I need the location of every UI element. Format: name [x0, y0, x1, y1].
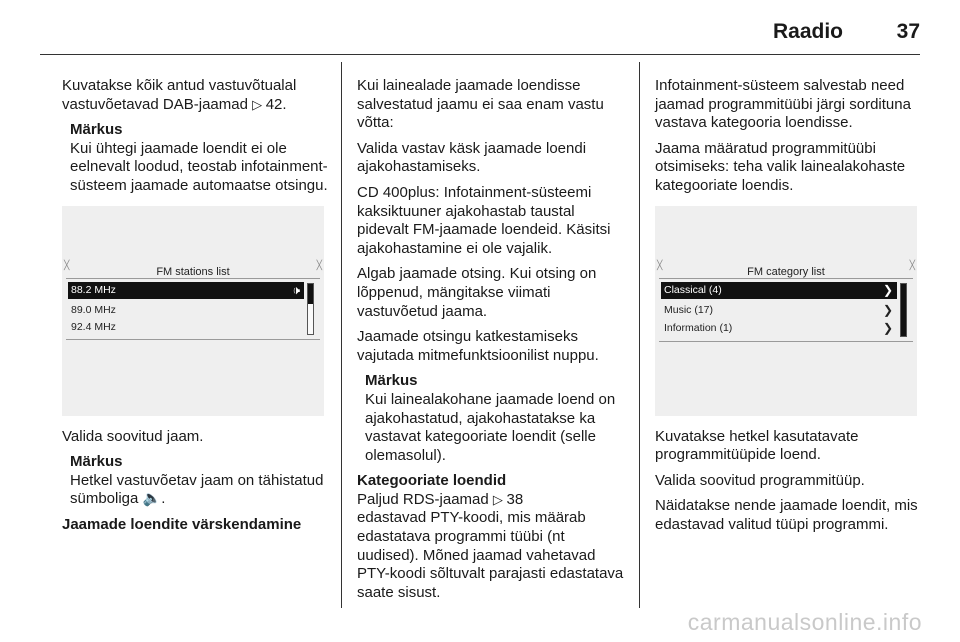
corner-mark-icon: ╳	[657, 259, 663, 270]
paragraph: Kui lainealade jaamade loendisse salvestatud jaamu ei saa enam vastu võtta:	[357, 77, 604, 132]
category-row-selected[interactable]: Classical (4) ❯	[661, 282, 897, 299]
corner-mark-icon: ╳	[909, 259, 915, 270]
note	[357, 372, 629, 465]
scrollbar-thumb	[901, 284, 906, 336]
page-ref-number: 38	[506, 490, 524, 508]
chevron-right-icon: ❯	[882, 320, 893, 335]
screen-divider	[659, 341, 913, 342]
paragraph: CD 400plus: Infotainment-süsteemi kaksiktuuner ajakohastab taustal pidevalt FM-jaamade loendeid. Käsitsi ajakohastamine ei ole vajalik.	[357, 183, 611, 257]
page-title: Raadio	[772, 20, 843, 43]
note-title: Märkus	[70, 453, 123, 471]
header-rule	[40, 54, 920, 55]
column-divider	[639, 62, 640, 608]
chevron-right-icon: ❯	[882, 302, 893, 317]
note-title: Märkus	[365, 372, 418, 390]
page-header	[0, 0, 960, 62]
station-row[interactable]: 89.0 MHz	[71, 303, 116, 316]
screen-divider	[66, 339, 320, 340]
paragraph: Algab jaamade otsing. Kui otsing on lõppenud, mängitakse viimati vastuvõetud jaama.	[357, 265, 597, 320]
page-ref-number: 42.	[265, 95, 287, 113]
watermark: carmanualsonline.info	[687, 609, 922, 635]
note	[62, 453, 332, 509]
note-title: Märkus	[70, 121, 123, 139]
page-reference: ▷	[252, 96, 266, 112]
speaker-icon: 🔈	[142, 490, 162, 508]
paragraph: Jaama määratud programmitüübi otsimiseks: teha valik lainealakohaste kategooriate loendis.	[655, 139, 906, 194]
scrollbar[interactable]	[307, 283, 314, 335]
speaker-icon: 🕩	[292, 282, 300, 297]
station-row[interactable]: 92.4 MHz	[71, 320, 116, 333]
section-heading: Kategooriate loendid	[357, 472, 507, 490]
corner-mark-icon: ╳	[64, 259, 70, 270]
chevron-right-icon: ❯	[882, 282, 893, 297]
screen-divider	[659, 278, 913, 279]
paragraph: Valida vastav käsk jaamade loendi ajakohastamiseks.	[357, 139, 587, 176]
page-number: 37	[896, 20, 920, 43]
category-row[interactable]: Information (1) ❯	[664, 320, 893, 335]
note	[62, 121, 332, 195]
page-reference: ▷	[492, 491, 507, 507]
paragraph: Paljud RDS-jaamad ▷ 38 edastavad PTY-koodi, mis määrab edastatava programmi tüübi (nt uudised). Mõned jaamad vahetavad PTY-koodi sõltuvalt parajasti edastatava saate sisust.	[357, 490, 624, 601]
column-3	[655, 77, 930, 542]
paragraph: Valida soovitud jaam.	[62, 427, 204, 445]
column-divider	[341, 62, 342, 608]
screen-title: FM stations list	[156, 265, 230, 278]
paragraph: Jaamade otsingu katkestamiseks vajutada mitmefunktsioonilist nuppu.	[357, 328, 599, 364]
paragraph: Infotainment-süsteem salvestab need jaamad programmitüübi järgi sordituna vastava kategooria loendisse.	[655, 77, 911, 132]
station-row-selected[interactable]: 88.2 MHz 🕩	[68, 282, 304, 299]
column-2	[357, 77, 629, 602]
screen-divider	[66, 278, 320, 279]
scrollbar[interactable]	[900, 283, 907, 337]
paragraph: Kuvatakse kõik antud vastuvõtualal vastuvõetavad DAB-jaamad ▷ 42.	[62, 77, 297, 113]
paragraph: Kuvatakse hetkel kasutatavate programmitüüpide loend.	[655, 427, 859, 464]
fm-category-screen	[655, 206, 917, 416]
paragraph: Valida soovitud programmitüüp.	[655, 471, 865, 489]
column-1	[62, 77, 332, 535]
note-text: Kui lainealakohane jaamade loend on ajakohastatud, ajakohastatakse ka vastavat kategooriate loendit (selle olemasolul).	[365, 390, 616, 464]
corner-mark-icon: ╳	[316, 259, 322, 270]
note-text: Hetkel vastuvõetav jaam on tähistatud sümboliga 🔈.	[70, 471, 324, 508]
note-text: Kui ühtegi jaamade loendit ei ole eelnevalt loodud, teostab infotainment-süsteem jaamade automaatse otsingu.	[70, 139, 328, 194]
fm-stations-screen	[62, 206, 324, 416]
scrollbar-thumb	[308, 284, 313, 304]
screen-title: FM category list	[747, 265, 825, 278]
section-heading: Jaamade loendite värskendamine	[62, 515, 302, 533]
category-row[interactable]: Music (17) ❯	[664, 302, 893, 317]
paragraph: Näidatakse nende jaamade loendit, mis edastavad valitud tüüpi programmi.	[655, 497, 918, 533]
